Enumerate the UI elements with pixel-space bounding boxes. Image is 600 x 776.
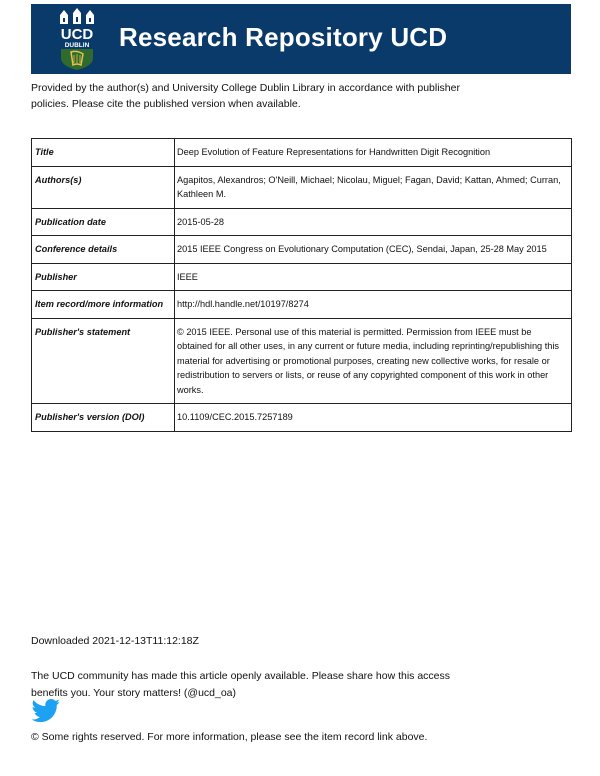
table-row bbox=[32, 404, 572, 432]
header-banner bbox=[31, 4, 571, 74]
item-record-table bbox=[31, 138, 572, 432]
table-row bbox=[32, 166, 572, 208]
ucd-logo bbox=[47, 8, 107, 70]
field-value: 2015-05-28 bbox=[175, 208, 572, 236]
field-label: Publisher bbox=[32, 263, 175, 291]
field-label: Conference details bbox=[32, 236, 175, 264]
repository-title: Research Repository UCD bbox=[119, 22, 448, 52]
provided-by-notice: Provided by the author(s) and University College Dublin Library in accordance with publisher policies. Please cite the published version when available. bbox=[31, 82, 460, 110]
table-row bbox=[32, 139, 572, 167]
field-label: Title bbox=[32, 139, 175, 167]
field-label: Item record/more information bbox=[32, 291, 175, 319]
table-row bbox=[32, 263, 572, 291]
table-row bbox=[32, 318, 572, 404]
community-message: The UCD community has made this article openly available. Please share how this access benefits you. Your story matters! (@ucd_oa) bbox=[31, 670, 451, 699]
twitter-bird-icon[interactable] bbox=[31, 699, 61, 723]
table-row bbox=[32, 208, 572, 236]
field-label: Publisher's statement bbox=[32, 318, 175, 404]
table-row bbox=[32, 291, 572, 319]
table-row bbox=[32, 236, 572, 264]
item-record-link[interactable]: http://hdl.handle.net/10197/8274 bbox=[175, 291, 572, 319]
field-label: Publisher's version (DOI) bbox=[32, 404, 175, 432]
rights-notice: © Some rights reserved. For more information, please see the item record link above. bbox=[31, 731, 428, 743]
field-label: Publication date bbox=[32, 208, 175, 236]
downloaded-timestamp: Downloaded 2021-12-13T11:12:18Z bbox=[31, 635, 199, 647]
logo-text-dublin: DUBLIN bbox=[64, 42, 90, 49]
field-value: 2015 IEEE Congress on Evolutionary Computation (CEC), Sendai, Japan, 25-28 May 2015 bbox=[175, 236, 572, 264]
doi-value: 10.1109/CEC.2015.7257189 bbox=[175, 404, 572, 432]
field-value: © 2015 IEEE. Personal use of this material is permitted. Permission from IEEE must be obtained for all other uses, in any current or future media, including reprinting/republishing this material for advertising or promotional purposes, creating new collective works, for resale or redistribution to servers or lists, or reuse of any copyrighted component of this work in other works. bbox=[175, 318, 572, 404]
field-value: Deep Evolution of Feature Representations for Handwritten Digit Recognition bbox=[175, 139, 572, 167]
field-value: IEEE bbox=[175, 263, 572, 291]
logo-text-ucd: UCD bbox=[60, 26, 94, 43]
field-label: Authors(s) bbox=[32, 166, 175, 208]
field-value: Agapitos, Alexandros; O'Neill, Michael; Nicolau, Miguel; Fagan, David; Kattan, Ahmed; Curran, Kathleen M. bbox=[175, 166, 572, 208]
